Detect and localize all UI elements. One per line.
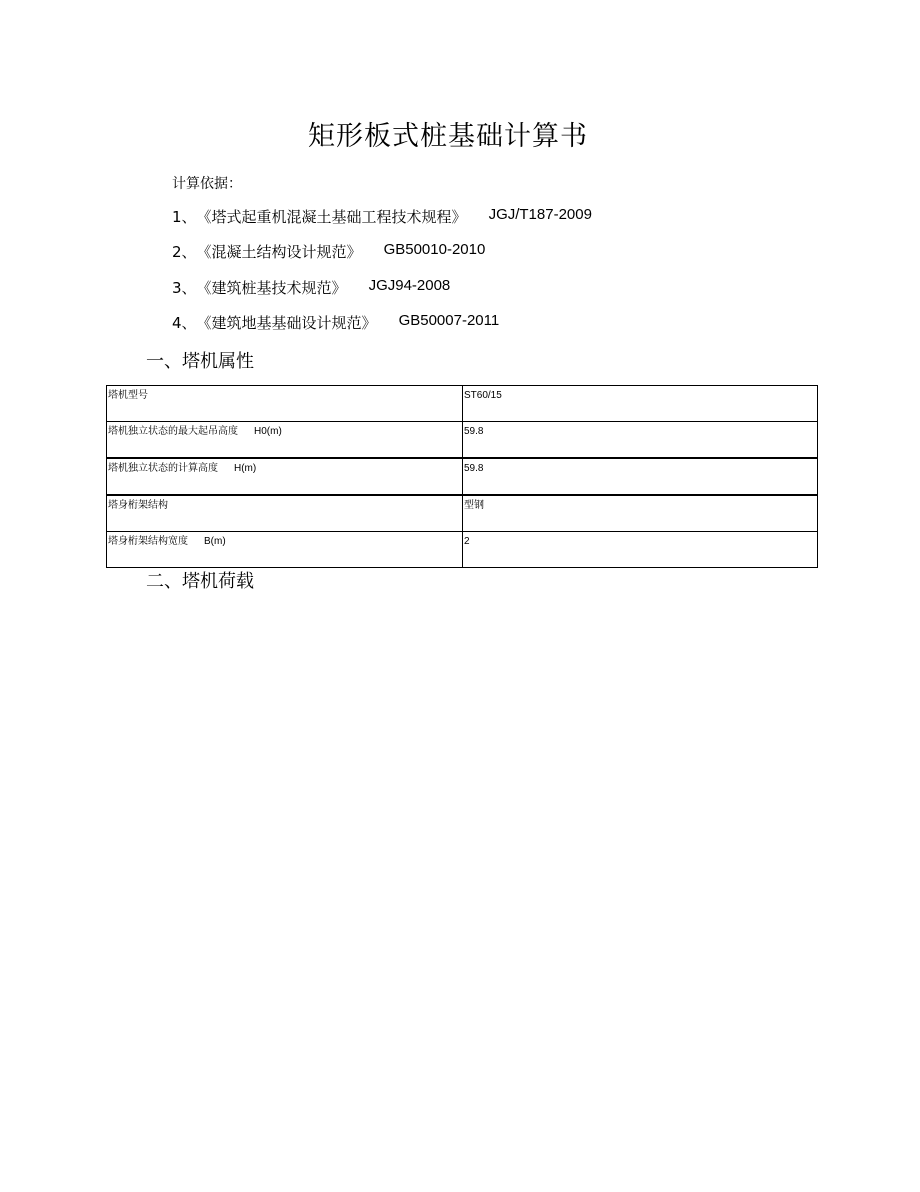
reference-list xyxy=(172,206,592,347)
table-row xyxy=(107,532,818,568)
table-label-cell xyxy=(107,532,463,568)
reference-number: 3、 xyxy=(172,278,197,297)
table-row xyxy=(107,422,818,459)
table-value-cell xyxy=(463,458,818,495)
table-row xyxy=(107,495,818,532)
table-value-cell xyxy=(463,422,818,459)
reference-name: 《建筑地基基础设计规范》 xyxy=(196,313,377,332)
reference-item xyxy=(172,241,592,276)
row-label: 塔机独立状态的最大起吊高度 xyxy=(108,426,238,437)
section-heading-crane-properties: 一、塔机属性 xyxy=(146,351,254,372)
reference-item xyxy=(172,312,592,347)
row-value: 59.8 xyxy=(464,463,484,474)
reference-code: GB50007-2011 xyxy=(398,311,500,329)
reference-item xyxy=(172,206,592,241)
table-row xyxy=(107,386,818,422)
table-label-cell xyxy=(107,386,463,422)
row-value: 59.8 xyxy=(464,426,484,437)
table-label-cell xyxy=(107,422,463,459)
document-title: 矩形板式桩基础计算书 xyxy=(308,121,588,152)
table-row xyxy=(107,458,818,495)
reference-number: 2、 xyxy=(172,243,197,262)
row-value: 2 xyxy=(464,536,470,547)
crane-properties-table xyxy=(106,385,818,568)
row-value: 型钢 xyxy=(464,500,484,511)
section-heading-crane-loads: 二、塔机荷载 xyxy=(146,571,254,592)
row-label: 塔机独立状态的计算高度 xyxy=(108,463,218,474)
table-value-cell xyxy=(463,386,818,422)
reference-name: 《混凝土结构设计规范》 xyxy=(196,243,362,262)
reference-name: 《建筑桩基技术规范》 xyxy=(196,278,347,297)
reference-code: GB50010-2010 xyxy=(383,241,486,259)
table-label-cell xyxy=(107,495,463,532)
row-unit: H(m) xyxy=(234,463,257,474)
table-label-cell xyxy=(107,458,463,495)
table-value-cell xyxy=(463,532,818,568)
row-label: 塔机型号 xyxy=(108,390,148,401)
row-label: 塔身桁架结构宽度 xyxy=(108,536,188,547)
row-value: ST60/15 xyxy=(464,390,502,401)
row-unit: H0(m) xyxy=(254,426,282,437)
reference-item xyxy=(172,277,592,312)
reference-code: JGJ/T187-2009 xyxy=(488,206,592,223)
row-unit: B(m) xyxy=(204,536,226,547)
row-label: 塔身桁架结构 xyxy=(108,500,168,511)
reference-number: 1、 xyxy=(172,208,197,226)
reference-number: 4、 xyxy=(172,313,197,332)
reference-name: 《塔式起重机混凝土基础工程技术规程》 xyxy=(196,208,467,226)
table-value-cell xyxy=(463,495,818,532)
reference-code: JGJ94-2008 xyxy=(368,276,451,294)
basis-label: 计算依据： xyxy=(172,176,242,192)
